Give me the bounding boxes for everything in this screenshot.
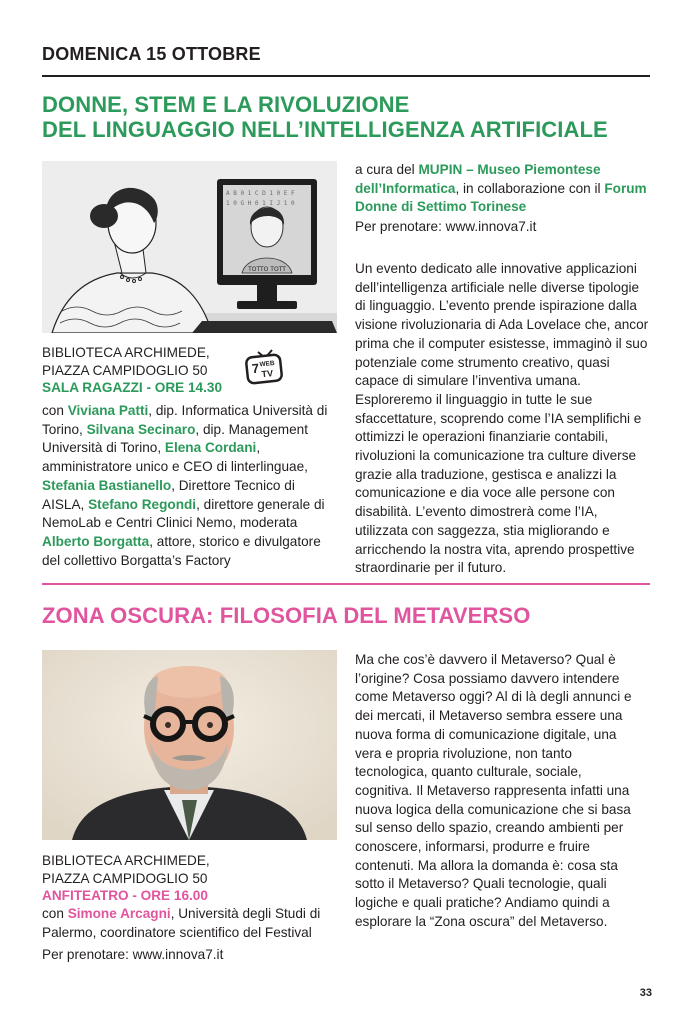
speaker-role: , dip. Management Università di Torino, — [42, 421, 308, 456]
event1-speakers: con Viviana Patti, dip. Informatica Università di Torino, Silvana Secinaro, dip. Management Università di Torino, Elena Cordani, amministratore unico e CEO di linterlinguae, Stefania Bastianello, Direttore Tecnico di AISLA, Stefano Regondi, direttore generale di NemoLab e Centri Clinici Nemo, moderata Alberto Borgatta, attore, storico e divulgatore del collettivo Borgatta’s Factory — [42, 403, 328, 568]
event1-title — [42, 92, 608, 142]
webtv-web: WEB — [259, 359, 276, 369]
svg-text:1 0 G H 0 1 I J 1 0: 1 0 G H 0 1 I J 1 0 — [226, 200, 295, 207]
event2-speaker: con Simone Arcagni, Università degli Studi di Palermo, coordinatore scientifico del Festival — [42, 906, 321, 940]
event1-venue — [42, 344, 222, 397]
event1-title-line1: DONNE, STEM E LA RIVOLUZIONE — [42, 92, 410, 117]
section-divider — [42, 583, 650, 585]
event1-venue-address: PIAZZA CAMPIDOGLIO 50 — [42, 362, 208, 378]
event1-curated-by: a cura del MUPIN – Museo Piemontese dell’Informatica, in collaborazione con il Forum Donne di Settimo Torinese — [355, 162, 647, 215]
event2-description: Ma che cos’è davvero il Metaverso? Qual è l’origine? Cosa possiamo davvero intendere come Metaverso oggi? Al di là degli annunci e dei mercati, il Metaverso sembra essere una nuova forma di comunicazione digitale, una vera e propria rivoluzione, non tanto tecnologica, quanto culturale, sociale, cognitiva. Il Metaverso rappresenta infatti una nuova logica della comunicazione che si basa sul senso dello spazio, creando ambienti per conoscere, informarsi, produrre e fruire contenuti. Ma allora la domanda è: cosa sta sotto il Metaverso? Quali tecnologie, quali logiche e quali pratiche? Andiamo quindi a esplorare la “Zona oscura” del Metaverso. — [355, 652, 632, 929]
svg-text:A B 0 1 C D 1 0 E F: A B 0 1 C D 1 0 E F — [226, 190, 295, 197]
event2-booking: Per prenotare: www.innova7.it — [42, 947, 224, 962]
partner-name: Forum Donne di Settimo Torinese — [355, 180, 647, 215]
webtv-tv: TV — [261, 368, 274, 380]
event1-title-line2: DEL LINGUAGGIO NELL’INTELLIGENZA ARTIFICIALE — [42, 117, 608, 142]
event2-room-time: ANFITEATRO - ORE 16.00 — [42, 888, 208, 903]
painting-caption: TOTTO TOTT — [248, 266, 286, 273]
header-divider — [42, 75, 650, 77]
speaker-name: Alberto Borgatta — [42, 533, 150, 549]
speaker-name: Simone Arcagni — [67, 906, 171, 921]
event1-booking: Per prenotare: www.innova7.it — [355, 219, 537, 234]
speaker-role: , Direttore Tecnico di AISLA, — [42, 477, 295, 512]
event2-venue-address: PIAZZA CAMPIDOGLIO 50 — [42, 870, 208, 886]
speaker-name: Elena Cordani — [164, 440, 257, 456]
speaker-role: , dip. Informatica Università di Torino, — [42, 403, 328, 437]
event2-title: ZONA OSCURA: FILOSOFIA DEL METAVERSO — [42, 603, 531, 628]
event2-venue — [42, 852, 210, 905]
event1-room-time: SALA RAGAZZI - ORE 14.30 — [42, 380, 223, 395]
webtv-seven: 7 — [251, 360, 260, 377]
speaker-role: , direttore generale di NemoLab e Centri Clinici Nemo, moderata — [42, 496, 325, 531]
speaker-name: Stefania Bastianello — [42, 477, 172, 493]
organizer-name: MUPIN – Museo Piemontese dell’Informatica — [355, 162, 601, 196]
event1-venue-name: BIBLIOTECA ARCHIMEDE, — [42, 345, 210, 360]
page-date: DOMENICA 15 OTTOBRE — [42, 44, 261, 64]
speaker-role: , Università degli Studi di Palermo, coordinatore scientifico del Festival — [42, 906, 321, 940]
speaker-role: , attore, storico e divulgatore del collettivo Borgatta’s Factory — [42, 533, 321, 568]
page-number: 33 — [639, 987, 652, 999]
event1-description: Un evento dedicato alle innovative applicazioni dell’intelligenza artificiale nelle diverse tipologie di linguaggio. L’evento prende ispirazione dalla visione rivoluzionaria di Ada Lovelace che, ancor prima che il computer esistesse, immaginò il suo potenziale come strumento creativo, quasi capace di simulare l’inventiva umana. Esploreremo il linguaggio in tutte le sue sfaccettature, scoprendo come l’IA semplifichi e ottimizzi le operazioni finanziarie contabili, rivoluzioni la comunicazione tra culture diverse grazie alla traduzione, gestisca e analizzi la comunicazione e dia voce alle persone con disabilità. L’evento dimostrerà come l’IA, utilizzata con saggezza, stia migliorando e arricchendo la nostra vita, aprendo prospettive straordinarie per il futuro. — [355, 261, 649, 576]
speaker-name: Stefano Regondi — [88, 496, 197, 512]
webtv-icon — [244, 346, 286, 386]
speaker-name: Viviana Patti — [67, 403, 149, 418]
speaker-role: , amministratore unico e CEO di linterlinguae, — [42, 440, 308, 475]
ada-lovelace-illustration — [42, 161, 337, 333]
event2-venue-name: BIBLIOTECA ARCHIMEDE, — [42, 853, 210, 868]
speaker-name: Silvana Secinaro — [86, 421, 196, 437]
speaker-portrait-photo — [42, 650, 337, 840]
